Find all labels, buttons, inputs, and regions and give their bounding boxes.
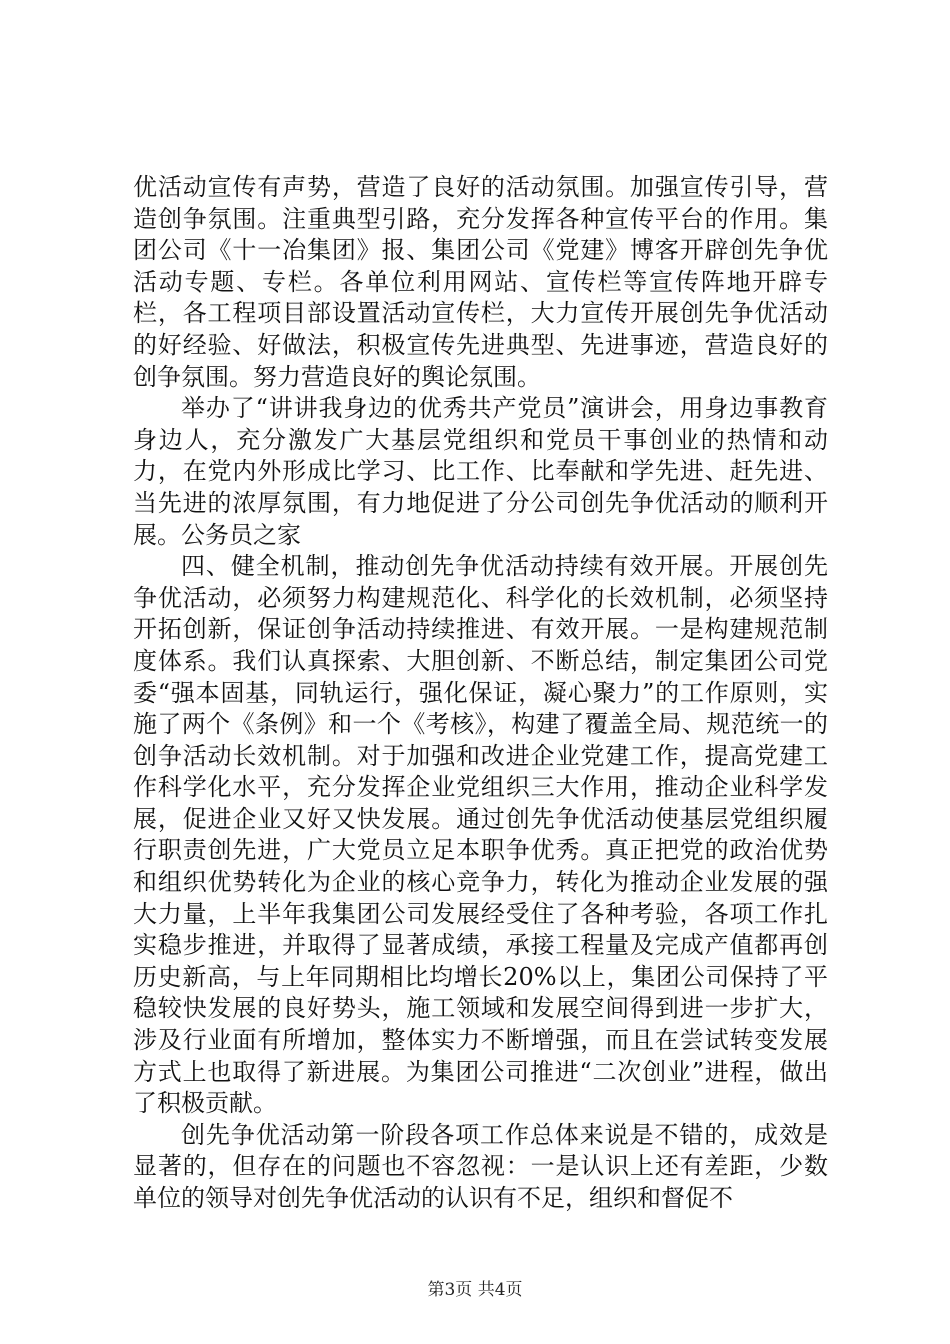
paragraph-4: 创先争优活动第一阶段各项工作总体来说是不错的，成效是显著的，但存在的问题也不容忽视：一是认识上还有差距，少数单位的领导对创先争优活动的认识有不足，组织和督促不 — [133, 1120, 828, 1212]
paragraph-3: 四、健全机制，推动创先争优活动持续有效开展。开展创先争优活动，必须努力构建规范化、科学化的长效机制，必须坚持开拓创新，保证创争活动持续推进、有效开展。一是构建规范制度体系。我们认真探索、大胆创新、不断总结，制定集团公司党委“强本固基，同轨运行，强化保证，凝心聚力”的工作原则，实施了两个《条例》和一个《考核》，构建了覆盖全局、规范统一的创争活动长效机制。对于加强和改进企业党建工作，提高党建工作科学化水平，充分发挥企业党组织三大作用，推动企业科学发展，促进企业又好又快发展。通过创先争优活动使基层党组织履行职责创先进，广大党员立足本职争优秀。真正把党的政治优势和组织优势转化为企业的核心竞争力，转化为推动企业发展的强大力量，上半年我集团公司发展经受住了各种考验，各项工作扎实稳步推进，并取得了显著成绩，承接工程量及完成产值都再创历史新高，与上年同期相比均增长20%以上，集团公司保持了平稳较快发展的良好势头，施工领域和发展空间得到进一步扩大，涉及行业面有所增加，整体实力不断增强，而且在尝试转变发展方式上也取得了新进展。为集团公司推进“二次创业”进程，做出了积极贡献。 — [133, 552, 828, 1118]
paragraph-1: 优活动宣传有声势，营造了良好的活动氛围。加强宣传引导，营造创争氛围。注重典型引路，充分发挥各种宣传平台的作用。集团公司《十一冶集团》报、集团公司《党建》博客开辟创先争优活动专题、专栏。各单位利用网站、宣传栏等宣传阵地开辟专栏，各工程项目部设置活动宣传栏，大力宣传开展创先争优活动的好经验、好做法，积极宣传先进典型、先进事迹，营造良好的创争氛围。努力营造良好的舆论氛围。 — [133, 173, 828, 391]
document-body — [133, 172, 828, 1215]
page-number-footer: 第3页 共4页 — [427, 1280, 523, 1300]
paragraph-2: 举办了“讲讲我身边的优秀共产党员”演讲会，用身边事教育身边人，充分激发广大基层党组织和党员干事创业的热情和动力，在党内外形成比学习、比工作、比奉献和学先进、赶先进、当先进的浓厚氛围，有力地促进了分公司创先争优活动的顺利开展。公务员之家 — [133, 394, 828, 549]
